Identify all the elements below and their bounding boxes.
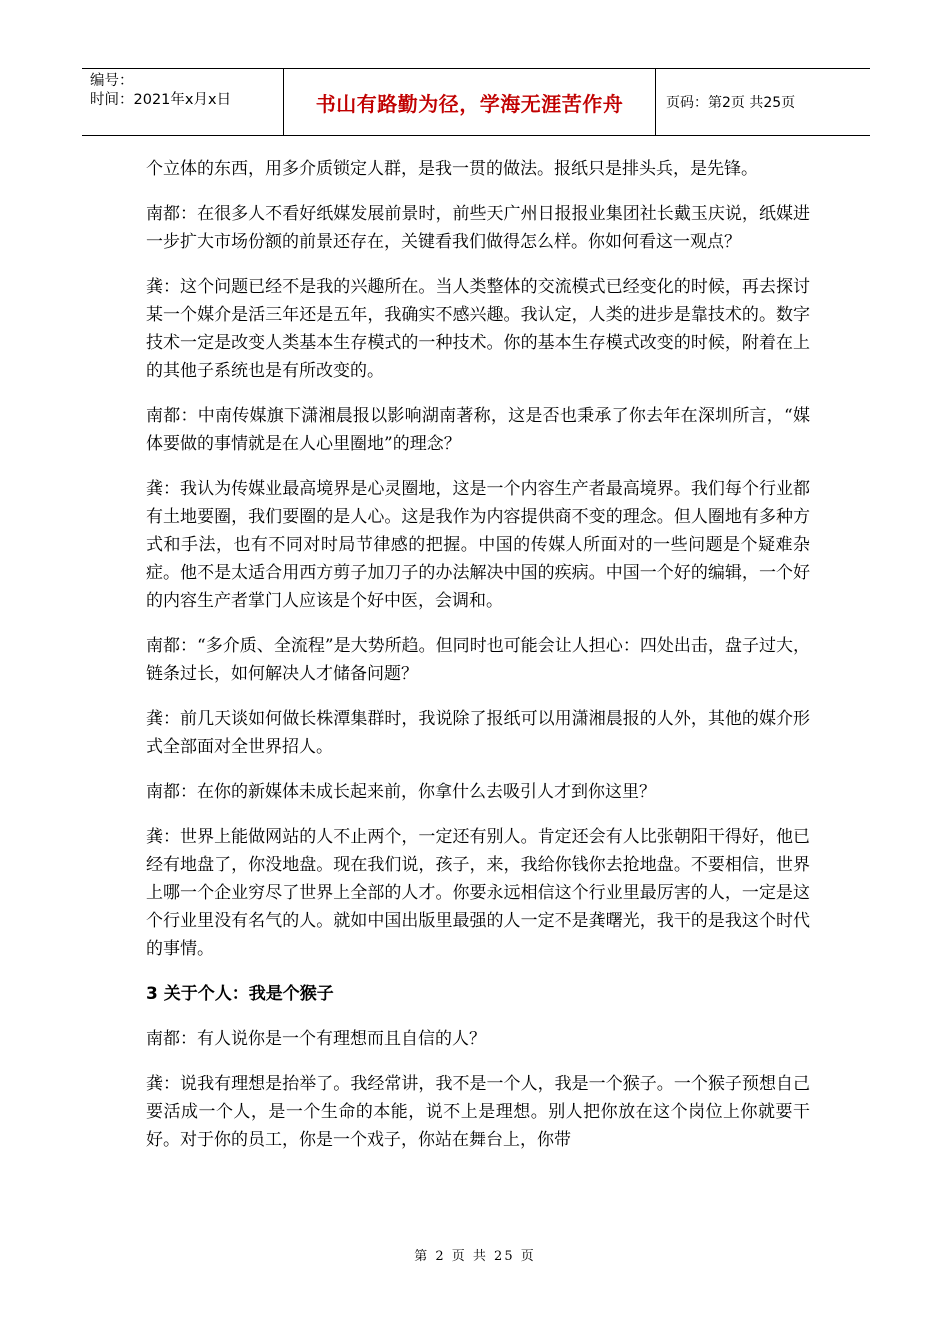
paragraph: 龚：世界上能做网站的人不止两个，一定还有别人。肯定还会有人比张朝阳干得好，他已经有地盘了，你没地盘。现在我们说，孩子，来，我给你钱你去抢地盘。不要相信，世界上哪一个企业穷尽了世界上全部的人才。你要永远相信这个行业里最厉害的人，一定是这个行业里没有名气的人。就如中国出版里最强的人一定不是龚曙光，我干的是我这个时代的事情。	[146, 827, 810, 959]
paragraph: 南都：中南传媒旗下潇湘晨报以影响湖南著称，这是否也秉承了你去年在深圳所言，“媒体要做的事情就是在人心里圈地”的理念？	[146, 406, 810, 454]
number-label: 编号：	[90, 73, 134, 89]
header-motto: 书山有路勤为径，学海无涯苦作舟	[284, 69, 656, 135]
paragraph: 龚：前几天谈如何做长株潭集群时，我说除了报纸可以用潇湘晨报的人外，其他的媒介形式全部面对全世界招人。	[146, 709, 810, 757]
header-meta	[82, 69, 284, 135]
section-heading: 3 关于个人：我是个猴子	[146, 984, 334, 1004]
paragraph: 龚：这个问题已经不是我的兴趣所在。当人类整体的交流模式已经变化的时候，再去探讨某一个媒介是活三年还是五年，我确实不感兴趣。我认定，人类的进步是靠技术的。数字技术一定是改变人类基本生存模式的一种技术。你的基本生存模式改变的时候，附着在上的其他子系统也是有所改变的。	[146, 277, 810, 381]
document-body	[146, 155, 810, 1171]
time-label: 时间：2021年x月x日	[90, 92, 232, 108]
paragraph: 南都：有人说你是一个有理想而且自信的人？	[146, 1029, 486, 1049]
paragraph: 龚：说我有理想是抬举了。我经常讲，我不是一个人，我是一个猴子。一个猴子预想自己要活成一个人，是一个生命的本能，说不上是理想。别人把你放在这个岗位上你就要干好。对于你的员工，你是一个戏子，你站在舞台上，你带	[146, 1074, 810, 1150]
page-header	[82, 68, 870, 136]
paragraph: 南都：在很多人不看好纸媒发展前景时，前些天广州日报报业集团社长戴玉庆说，纸媒进一步扩大市场份额的前景还存在，关键看我们做得怎么样。你如何看这一观点？	[146, 204, 810, 252]
page-footer: 第 2 页 共 25 页	[414, 1249, 536, 1264]
header-page-info: 页码：第2页 共25页	[666, 95, 796, 111]
paragraph: 个立体的东西，用多介质锁定人群，是我一贯的做法。报纸只是排头兵，是先锋。	[146, 159, 758, 179]
paragraph: 南都：“多介质、全流程”是大势所趋。但同时也可能会让人担心：四处出击，盘子过大，链条过长，如何解决人才储备问题？	[146, 636, 810, 684]
paragraph: 龚：我认为传媒业最高境界是心灵圈地，这是一个内容生产者最高境界。我们每个行业都有土地要圈，我们要圈的是人心。这是我作为内容提供商不变的理念。但人圈地有多种方式和手法，也有不同对时局节律感的把握。中国的传媒人所面对的一些问题是个疑难杂症。他不是太适合用西方剪子加刀子的办法解决中国的疾病。中国一个好的编辑，一个好的内容生产者掌门人应该是个好中医，会调和。	[146, 479, 810, 611]
paragraph: 南都：在你的新媒体未成长起来前，你拿什么去吸引人才到你这里？	[146, 782, 656, 802]
